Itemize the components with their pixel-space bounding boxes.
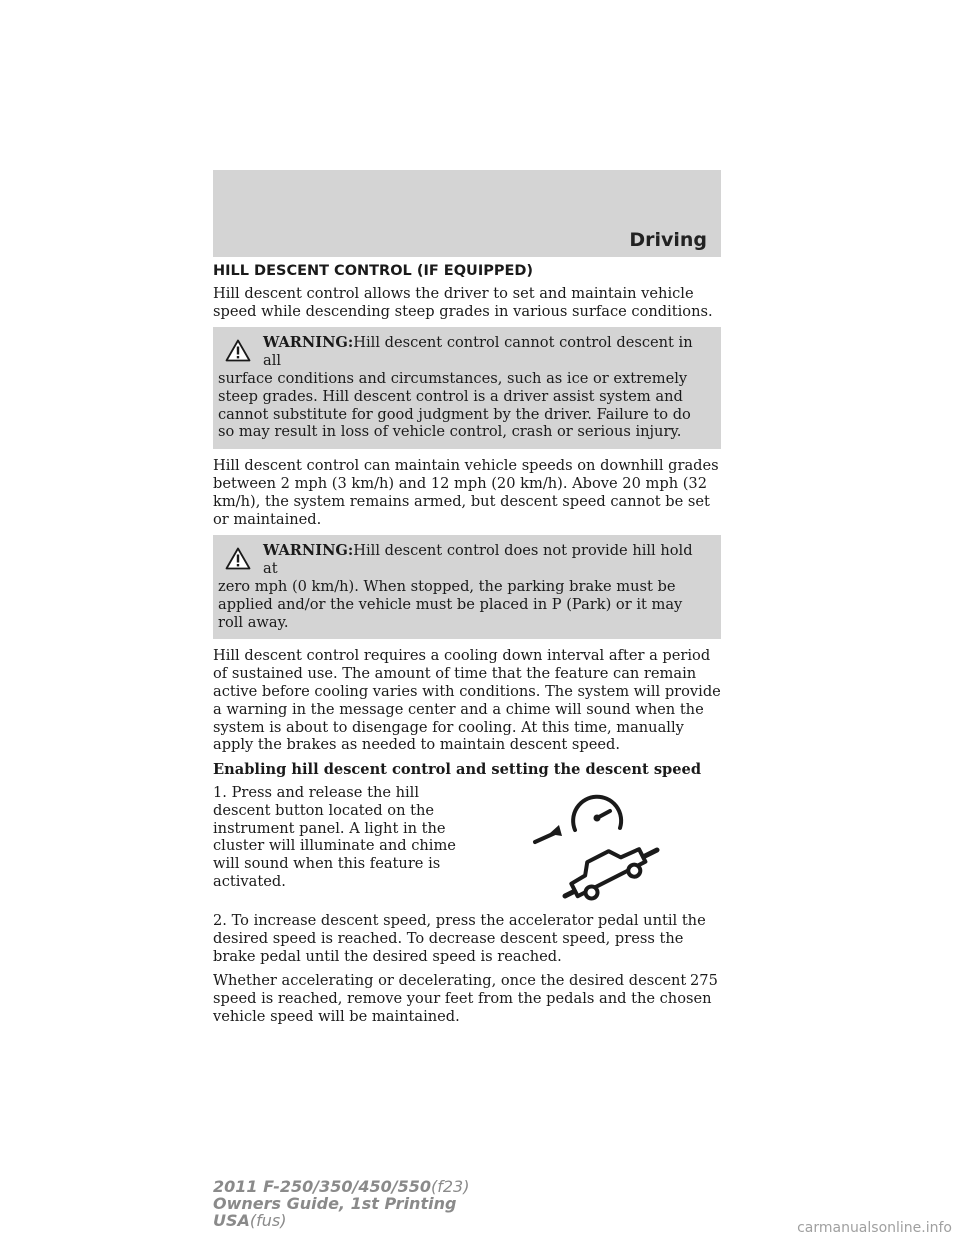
section-header (213, 170, 721, 257)
document-footer (213, 1178, 469, 1229)
section-heading: HILL DESCENT CONTROL (IF EQUIPPED) (213, 263, 534, 279)
maintain-speed-paragraph: Whether accelerating or decelerating, once the desired descent speed is reached, remove your feet from the pedals and the chosen vehicle speed will be maintained. (213, 972, 712, 1025)
enabling-subheading: Enabling hill descent control and setting the descent speed (213, 761, 702, 779)
warning-2-label: WARNING: (263, 542, 354, 560)
footer-printing-line: Owners Guide, 1st Printing (213, 1194, 457, 1213)
step-1-row (213, 784, 721, 906)
hill-descent-control-icon (515, 784, 660, 904)
warning-triangle-icon (225, 547, 251, 570)
warning-1-text: surface conditions and circumstances, such as ice or extremely steep grades. Hill descent control is a driver assist system and cannot substitute for good judgment by the driver. Failure to do so may result in loss of vehicle control, crash or serious injury. (218, 369, 691, 441)
warning-box-2 (213, 535, 721, 639)
speed-range-paragraph: Hill descent control can maintain vehicle speeds on downhill grades between 2 mph (3 km/h) and 12 mph (20 km/h). Above 20 mph (32 km/h), the system remains armed, but descent speed cannot be set or maintained. (213, 457, 719, 528)
page-number: 275 (690, 972, 718, 989)
cooling-paragraph: Hill descent control requires a cooling down interval after a period of sustained use. The amount of time that the feature can remain active before cooling varies with conditions. The system will provide a warning in the message center and a chime will sound when the system is about to disengage for cooling. At this time, manually apply the brakes as needed to maintain descent speed. (213, 647, 721, 754)
watermark-text: carmanualsonline.info (797, 1220, 952, 1236)
warning-2-first-line: WARNING:Hill descent control does not provide hill hold at (263, 542, 693, 578)
warning-1-first-line: WARNING:Hill descent control cannot control descent in all (263, 334, 693, 370)
warning-1-label: WARNING: (263, 334, 354, 352)
warning-2-text: zero mph (0 km/h). When stopped, the parking brake must be applied and/or the vehicle must be placed in P (Park) or it may roll away. (218, 577, 683, 631)
footer-region-line: USA(fus) (213, 1211, 287, 1230)
footer-model-line: 2011 F-250/350/450/550(f23) (213, 1177, 470, 1196)
section-title: Driving (629, 229, 707, 251)
warning-triangle-icon (225, 339, 251, 362)
step-2-paragraph: 2. To increase descent speed, press the accelerator pedal until the desired speed is reached. To decrease descent speed, press the brake pedal until the desired speed is reached. (213, 911, 706, 965)
step-1-text: 1. Press and release the hill descent button located on the instrument panel. A light in the cluster will illuminate and chime will sound when this feature is activated. (213, 783, 456, 890)
intro-paragraph: Hill descent control allows the driver to set and maintain vehicle speed while descending steep grades in various surface conditions. (213, 284, 713, 320)
page-content (213, 263, 721, 1033)
warning-box-1 (213, 327, 721, 449)
